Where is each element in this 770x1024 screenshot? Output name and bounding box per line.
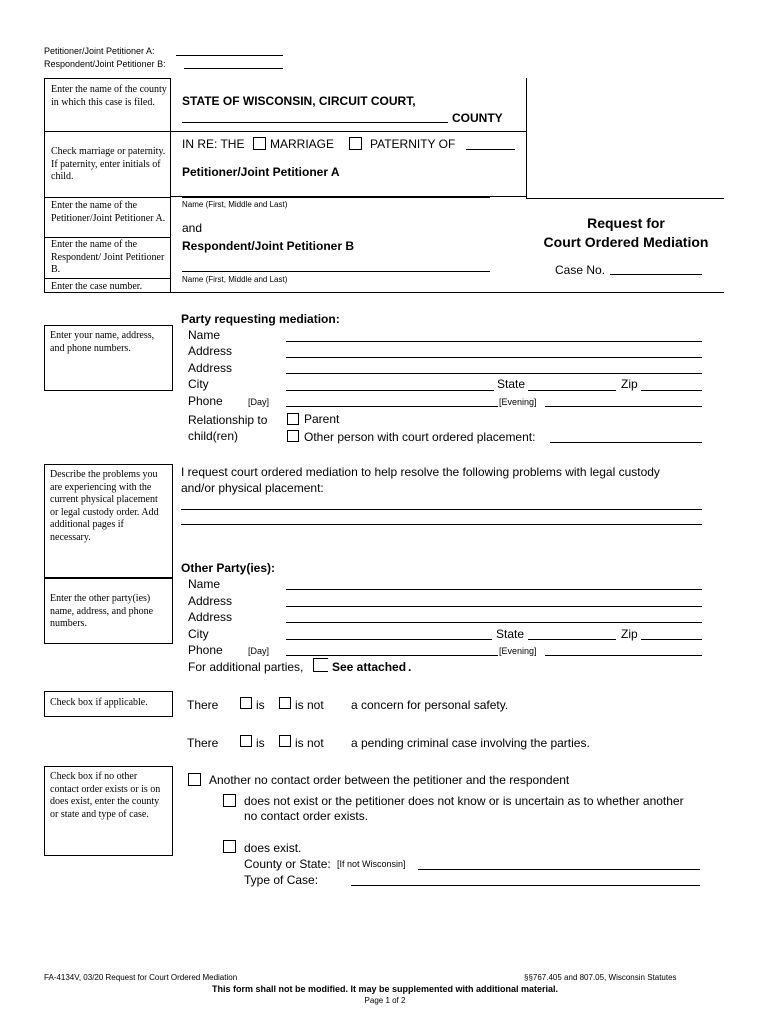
case-no-field[interactable]	[610, 274, 702, 275]
additional-parties-label: For additional parties,	[188, 660, 304, 674]
requester-state-label: State	[497, 377, 526, 391]
paternity-initials-field[interactable]	[466, 149, 515, 150]
case-no-label: Case No.	[555, 263, 606, 277]
respondent-b-label: Respondent/Joint Petitioner B	[182, 239, 355, 253]
requester-evening-label: [Evening]	[499, 397, 537, 407]
requester-city-label: City	[188, 377, 209, 391]
marriage-checkbox[interactable]	[253, 137, 266, 150]
relationship-label-2: child(ren)	[188, 429, 239, 443]
problems-text-line2: and/or physical placement:	[181, 481, 324, 495]
requester-note: Enter your name, address, and phone numbers.	[44, 325, 173, 391]
caption-divider-1	[44, 131, 526, 132]
check-applicable-note: Check box if applicable.	[44, 691, 173, 717]
footer-form-id: FA-4134V, 03/20 Request for Court Ordered Mediation	[44, 973, 238, 982]
other-evening-phone-field[interactable]	[545, 655, 702, 656]
caption-right-divider	[526, 78, 527, 198]
criminal-is-checkbox[interactable]	[240, 735, 252, 747]
footer-page-info: Page 1 of 2	[364, 996, 406, 1005]
paternity-checkbox[interactable]	[349, 137, 362, 150]
other-party-note: Enter the other party(ies) name, address, and phone numbers.	[44, 578, 173, 644]
criminal-case-text: a pending criminal case involving the parties.	[351, 736, 590, 750]
problems-field-line-1[interactable]	[181, 509, 702, 510]
county-label: COUNTY	[452, 111, 503, 125]
parent-option-label: Parent	[304, 412, 340, 426]
criminal-is-label: is	[256, 736, 265, 750]
other-city-field[interactable]	[286, 639, 492, 640]
requester-address-label-2: Address	[188, 361, 233, 375]
problems-note: Describe the problems you are experiencing with the current physical placement or legal custody order. Add additional pages if necessary.	[44, 464, 173, 578]
sidebar-divider-4	[44, 278, 170, 279]
if-not-wisconsin-label: [If not Wisconsin]	[337, 859, 406, 869]
requester-city-field[interactable]	[286, 390, 494, 391]
see-attached-label: See attached	[332, 660, 407, 674]
other-person-option-label: Other person with court ordered placement:	[304, 430, 536, 444]
safety-is-not-label: is not	[295, 698, 324, 712]
problems-text-line1: I request court ordered mediation to help resolve the following problems with legal custody	[181, 465, 660, 479]
form-title-line2: Court Ordered Mediation	[543, 234, 709, 250]
other-zip-label: Zip	[621, 627, 638, 641]
case-number-note: Enter the case number.	[51, 281, 143, 292]
marriage-label: MARRIAGE	[270, 137, 335, 151]
other-person-checkbox[interactable]	[287, 430, 299, 442]
county-note: Enter the name of the county in which this case is filed.	[51, 84, 167, 108]
other-address-field-1[interactable]	[286, 606, 702, 607]
caption-mid-border	[170, 78, 171, 292]
caption-bottom-border	[44, 292, 724, 293]
caption-right-horizontal	[526, 198, 724, 199]
caption-top-border	[44, 78, 170, 79]
no-contact-main-text: Another no contact order between the petitioner and the respondent	[209, 773, 570, 787]
parent-checkbox[interactable]	[287, 413, 299, 425]
other-state-field[interactable]	[528, 639, 616, 640]
other-day-label: [Day]	[248, 646, 270, 656]
county-state-label: County or State:	[244, 857, 331, 871]
other-state-label: State	[496, 627, 525, 641]
petitioner-a-header-label: Petitioner/Joint Petitioner A:	[44, 46, 155, 56]
other-name-field[interactable]	[286, 589, 702, 590]
requester-day-label: [Day]	[248, 397, 270, 407]
sidebar-divider-3	[44, 237, 170, 238]
not-exist-text-line2: no contact order exists.	[244, 809, 369, 823]
safety-concern-text: a concern for personal safety.	[351, 698, 509, 712]
other-address-label: Address	[188, 594, 233, 608]
other-address-field-2[interactable]	[286, 622, 702, 623]
requester-heading: Party requesting mediation:	[181, 312, 340, 326]
requester-zip-label: Zip	[621, 377, 638, 391]
safety-is-label: is	[256, 698, 265, 712]
criminal-is-not-checkbox[interactable]	[279, 735, 291, 747]
type-of-case-field[interactable]	[351, 885, 700, 886]
safety-is-not-checkbox[interactable]	[279, 697, 291, 709]
requester-day-phone-field[interactable]	[286, 406, 498, 407]
no-contact-note: Check box if no other contact order exists or is on does exist, enter the county or state and type of case.	[44, 766, 173, 856]
other-zip-field[interactable]	[641, 639, 702, 640]
caption-left-border	[44, 78, 45, 292]
not-exist-checkbox[interactable]	[223, 794, 236, 807]
other-name-label: Name	[188, 577, 221, 591]
other-day-phone-field[interactable]	[286, 655, 498, 656]
safety-is-checkbox[interactable]	[240, 697, 252, 709]
footer-warning: This form shall not be modified. It may be supplemented with additional material.	[211, 984, 559, 994]
requester-name-field[interactable]	[286, 341, 702, 342]
respondent-b-header-field[interactable]	[184, 68, 283, 69]
respondent-b-header-label: Respondent/Joint Petitioner B:	[44, 59, 166, 69]
requester-phone-label: Phone	[188, 394, 223, 408]
requester-evening-phone-field[interactable]	[545, 406, 702, 407]
form-title-line1: Request for	[587, 215, 665, 231]
criminal-there-label: There	[187, 736, 219, 750]
see-attached-checkbox[interactable]	[313, 658, 328, 672]
does-exist-label: does exist.	[244, 841, 302, 855]
marriage-note: Check marriage or paternity. If paternity, enter initials of child.	[51, 146, 166, 182]
requester-address-label: Address	[188, 344, 233, 358]
type-of-case-label: Type of Case:	[244, 873, 319, 887]
no-contact-checkbox[interactable]	[188, 773, 201, 786]
petitioner-a-label: Petitioner/Joint Petitioner A	[182, 165, 340, 179]
petitioner-a-name-field[interactable]	[182, 197, 490, 198]
in-re-label: IN RE: THE	[182, 137, 245, 151]
paternity-label: PATERNITY OF	[370, 137, 456, 151]
respondent-b-note: Enter the name of the Respondent/ Joint Petitioner B.	[51, 239, 165, 275]
county-state-field[interactable]	[418, 869, 700, 870]
see-attached-period: .	[408, 660, 412, 674]
requester-address-field-2[interactable]	[286, 373, 702, 374]
name-hint-b: Name (First, Middle and Last)	[182, 275, 288, 284]
requester-name-label: Name	[188, 328, 221, 342]
requester-zip-field[interactable]	[641, 390, 702, 391]
other-phone-label: Phone	[188, 643, 223, 657]
court-title: STATE OF WISCONSIN, CIRCUIT COURT,	[182, 94, 416, 108]
county-field[interactable]	[182, 122, 448, 123]
relationship-label-1: Relationship to	[188, 413, 268, 427]
name-hint-a: Name (First, Middle and Last)	[182, 200, 288, 209]
petitioner-a-note: Enter the name of the Petitioner/Joint Petitioner A.	[51, 200, 166, 224]
safety-there-label: There	[187, 698, 219, 712]
footer-statutes: §§767.405 and 807.05, Wisconsin Statutes	[524, 973, 677, 982]
other-person-field[interactable]	[550, 442, 702, 443]
other-evening-label: [Evening]	[499, 646, 537, 656]
other-city-label: City	[188, 627, 209, 641]
sidebar-divider-2	[44, 197, 170, 198]
does-exist-checkbox[interactable]	[223, 840, 236, 853]
other-party-heading: Other Party(ies):	[181, 561, 276, 575]
requester-address-field-1[interactable]	[286, 357, 702, 358]
respondent-b-name-field[interactable]	[182, 271, 490, 272]
not-exist-text-line1: does not exist or the petitioner does not know or is uncertain as to whether another	[244, 794, 684, 808]
and-label: and	[182, 221, 203, 235]
requester-state-field[interactable]	[528, 390, 616, 391]
petitioner-a-header-field[interactable]	[176, 55, 283, 56]
problems-field-line-2[interactable]	[181, 524, 702, 525]
criminal-is-not-label: is not	[295, 736, 324, 750]
other-address-label-2: Address	[188, 610, 233, 624]
